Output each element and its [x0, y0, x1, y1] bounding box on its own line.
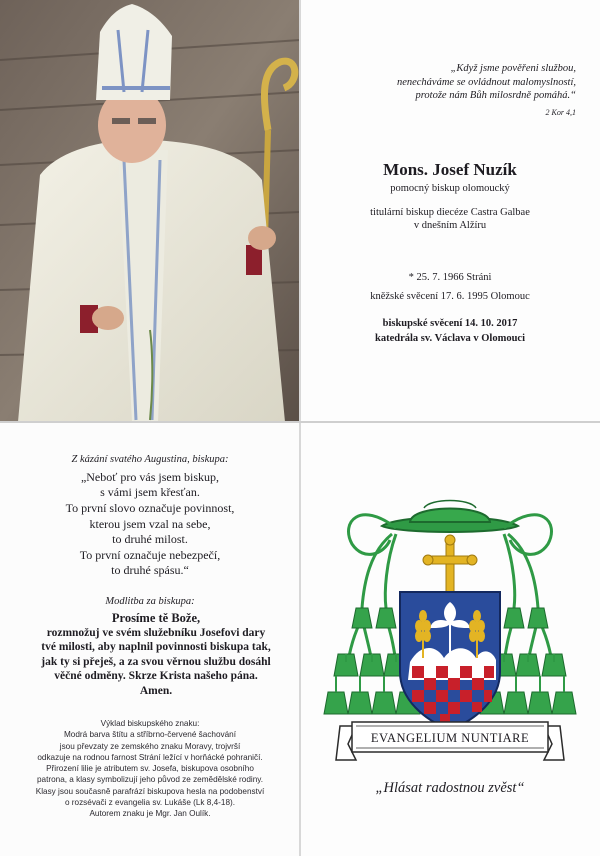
scripture-quote: [352, 62, 576, 103]
birth-line: * 25. 7. 1966 Stráni: [408, 272, 492, 283]
text-panel: [0, 422, 300, 856]
explanation-line: Výklad biskupského znaku:: [100, 719, 200, 728]
right-cords: [504, 515, 552, 662]
sermon-line: kterou jsem vzal na sebe,: [89, 517, 211, 531]
fold-line-horizontal: [0, 421, 600, 423]
prayer-line: Amen.: [139, 684, 173, 697]
bishop-name: Mons. Josef Nuzík: [383, 160, 517, 179]
quote-line: nenecháváme se ovládnout malomyslností,: [396, 76, 576, 88]
prayer-line: jak ty si přeješ, a za svou věrnou službu dosáhl: [41, 655, 271, 668]
quote-reference: 2 Kor 4,1: [545, 108, 576, 117]
role-line: titulární biskup diecéze Castra Galbae: [370, 207, 530, 218]
explanation-line: Autorem znaku je Mgr. Jan Oulík.: [89, 809, 211, 819]
role-line: v dnešním Alžíru: [413, 220, 487, 231]
sermon-line: s vámi jsem křesťan.: [100, 485, 200, 499]
role-line: pomocný biskup olomoucký: [390, 183, 510, 194]
explanation-line: jsou převzaty ze zemského znaku Moravy, trojvrší: [59, 741, 241, 751]
fold-line-vertical: [299, 0, 301, 856]
info-panel: [300, 0, 600, 422]
sermon-heading: Z kázání svatého Augustina, biskupa:: [71, 454, 229, 465]
cathedral-line: katedrála sv. Václava v Olomouci: [374, 333, 525, 344]
explanation-line: odkazuje na rodnou farnost Strání ležící v horňácké pohraničí.: [37, 752, 263, 762]
explanation-line: Přirození lilie je atributem sv. Josefa, biskupova osobního: [46, 764, 254, 774]
banner-text: EVANGELIUM NUNTIARE: [370, 731, 530, 745]
prayer-line: věčné odměny. Skrze Krista našeho pána.: [54, 670, 258, 682]
explanation-line: Modrá barva štítu a stříbrno-červené šachování: [63, 730, 237, 740]
quote-line: „Když jsme pověřeni službou,: [450, 63, 576, 74]
coat-of-arms-panel: [300, 422, 600, 856]
sermon-line: To první označuje nebezpečí,: [79, 548, 221, 562]
sermon-line: To první slovo označuje povinnost,: [65, 501, 235, 515]
bishop-photo-panel: [0, 0, 300, 422]
prayer-line: tvé milosti, aby naplnil povinnosti biskupa tak,: [41, 641, 271, 653]
coat-of-arms: [300, 422, 600, 762]
sermon-line: to druhé spásu.“: [111, 563, 189, 577]
bishop-photo: [0, 0, 300, 422]
sermon-line: „Neboť pro vás jsem biskup,: [80, 470, 220, 484]
galero-hat-icon: [382, 501, 518, 533]
episcopal-ordination-line: biskupské svěcení 14. 10. 2017: [382, 318, 518, 329]
priest-ordination-line: kněžské svěcení 17. 6. 1995 Olomouc: [370, 291, 530, 302]
quote-line: protože nám Bůh milosrdně pomáhá.“: [415, 90, 576, 101]
coat-explanation: [30, 718, 270, 820]
prayer-heading: Modlitba za biskupa:: [105, 596, 195, 607]
prayer-line: rozmnožuj ve svém služebníku Josefovi dary: [46, 626, 266, 639]
motto-banner: [336, 722, 564, 760]
prayer-text: [34, 611, 278, 698]
motto-translation: „Hlásat radostnou zvěst“: [375, 780, 525, 796]
explanation-line: Klasy jsou současně parafrází biskupova hesla na podobenství: [35, 786, 265, 796]
sermon-line: to druhé milost.: [112, 532, 188, 546]
left-cords: [348, 515, 396, 662]
prayer-line: Prosíme tě Bože,: [111, 611, 201, 625]
explanation-line: patrona, a klasy symbolizují jeho původ ze zemědělské rodiny.: [36, 775, 264, 785]
explanation-line: o rozsévači z evangelia sv. Lukáše (Lk 8,4-18).: [64, 798, 236, 808]
